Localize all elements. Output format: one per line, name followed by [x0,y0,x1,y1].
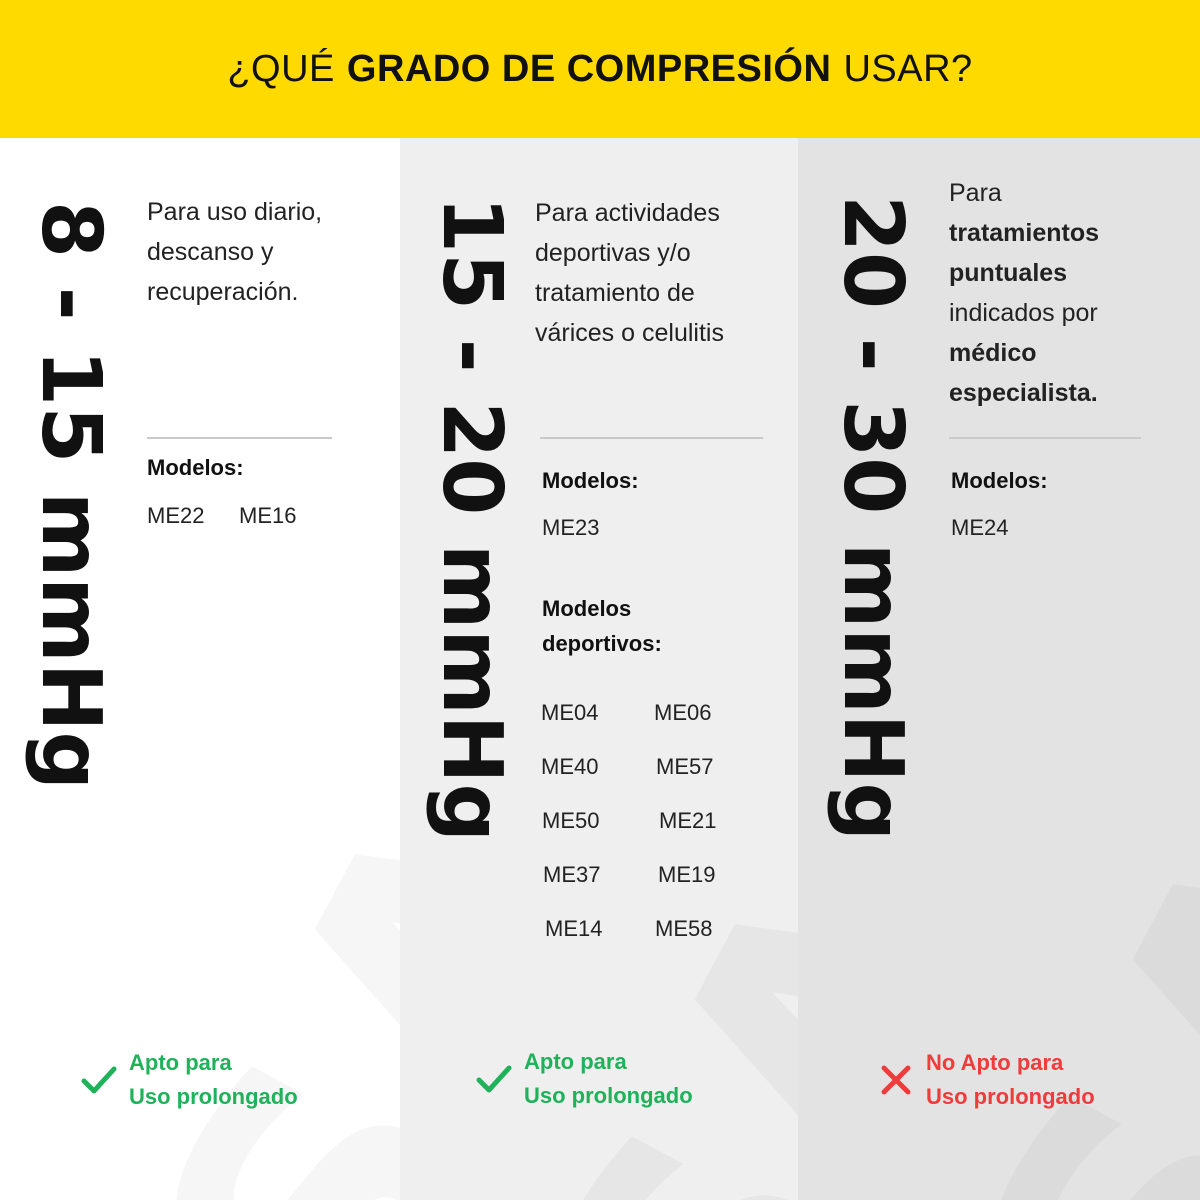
status-line1: Apto para [129,1050,232,1075]
sport-model-item: ME40 [541,754,599,779]
description: Para uso diario, descanso y recuperación. [147,198,323,306]
desc-line: indicados por [949,299,1098,327]
divider [949,437,1141,439]
models-title: Modelos: [951,468,1048,493]
models-title: Modelos: [147,455,244,480]
title-post: USAR? [843,47,973,90]
desc-line: puntuales [949,259,1068,287]
model-item: ME23 [542,515,600,540]
cross-icon [876,1060,916,1100]
desc-line: Para [949,179,1002,207]
check-icon [474,1059,514,1099]
model-item: ME22 [147,503,205,528]
sport-model-item: ME50 [542,808,600,833]
title-bold: GRADO DE COMPRESIÓN [346,47,832,90]
sport-models-title [542,591,662,661]
column-8-15 [0,138,400,1200]
status-ok [474,1045,693,1113]
range-label: 8 - 15 mmHg [23,201,118,791]
status-line1: No Apto para [926,1050,1064,1075]
sport-model-item: ME06 [654,700,712,725]
sport-title-line2: deportivos: [542,631,662,656]
status-line2: Uso prolongado [129,1084,298,1109]
description: Para actividades deportivas y/o tratamiento de várices o celulitis [535,199,724,347]
sport-title-line1: Modelos [542,596,632,621]
sport-model-item: ME21 [659,808,717,833]
sport-model-item: ME14 [545,916,603,941]
status-line2: Uso prolongado [926,1084,1095,1109]
header-banner [0,0,1200,138]
range-label: 15 - 20 mmHg [424,196,519,843]
model-item: ME16 [239,503,297,528]
column-20-30 [798,138,1200,1200]
sport-model-item: ME19 [658,862,716,887]
status-no [876,1046,1095,1114]
sport-model-item: ME04 [541,700,599,725]
check-icon [79,1060,119,1100]
desc-line: especialista. [949,379,1098,407]
divider [147,437,332,439]
desc-line: tratamientos [949,219,1100,247]
desc-line: médico [949,339,1037,367]
sport-model-item: ME58 [655,916,713,941]
status-line1: Apto para [524,1049,627,1074]
sport-model-item: ME57 [656,754,714,779]
title-pre: ¿QUÉ [227,47,335,90]
status-ok [79,1046,298,1114]
status-line2: Uso prolongado [524,1083,693,1108]
divider [540,437,763,439]
description [949,173,1169,413]
column-15-20 [400,138,798,1200]
sport-model-item: ME37 [543,862,601,887]
model-item: ME24 [951,515,1009,540]
range-label: 20 - 30 mmHg [825,195,920,842]
models-title: Modelos: [542,468,639,493]
